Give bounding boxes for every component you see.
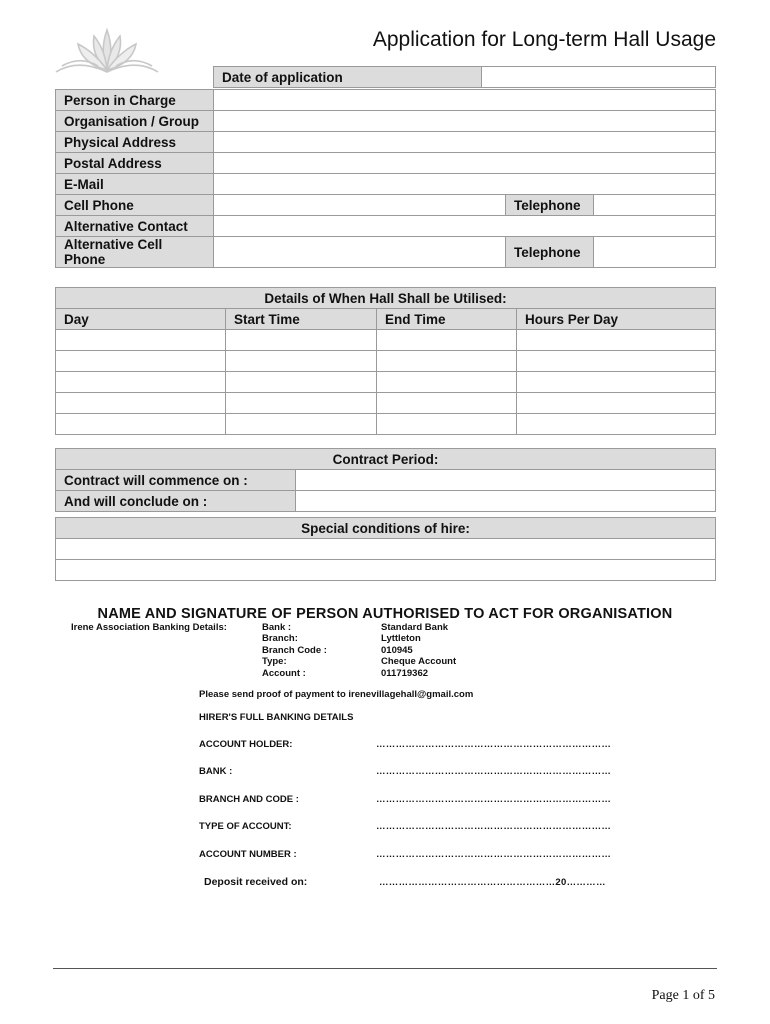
organisation-field[interactable]	[214, 111, 716, 132]
day-cell[interactable]	[56, 393, 226, 414]
schedule-heading: Details of When Hall Shall be Utilised:	[56, 288, 716, 309]
alternative-contact-field[interactable]	[214, 216, 716, 237]
banking-keys	[262, 622, 327, 679]
alternative-cell-phone-label: Alternative Cell Phone	[56, 237, 214, 268]
schedule-row	[56, 372, 716, 393]
account-holder-label: ACCOUNT HOLDER:	[199, 739, 293, 750]
lotus-flower-icon	[52, 26, 162, 76]
alternative-telephone-field[interactable]	[594, 237, 716, 268]
postal-address-field[interactable]	[214, 153, 716, 174]
end-time-cell[interactable]	[377, 351, 517, 372]
date-of-application-label: Date of application	[214, 67, 482, 88]
hours-per-day-cell[interactable]	[517, 372, 716, 393]
bank-value: Standard Bank	[381, 622, 449, 633]
contract-period-heading: Contract Period:	[56, 449, 716, 470]
special-conditions-line[interactable]	[56, 560, 716, 581]
contract-commence-label: Contract will commence on :	[56, 470, 296, 491]
date-of-application-field[interactable]	[482, 67, 716, 88]
telephone-field[interactable]	[594, 195, 716, 216]
hours-per-day-cell[interactable]	[517, 330, 716, 351]
alternative-telephone-label: Telephone	[506, 237, 594, 268]
account-number-field[interactable]: ………………………………………………………………	[376, 849, 612, 860]
hours-per-day-cell[interactable]	[517, 351, 716, 372]
schedule-row	[56, 330, 716, 351]
page-number: Page 1 of 5	[651, 988, 715, 1003]
start-time-cell[interactable]	[226, 393, 377, 414]
type-value: Cheque Account	[381, 656, 457, 668]
physical-address-field[interactable]	[214, 132, 716, 153]
deposit-received-label: Deposit received on:	[204, 876, 308, 888]
special-conditions-heading: Special conditions of hire:	[56, 518, 716, 539]
start-time-cell[interactable]	[226, 372, 377, 393]
account-key: Account :	[262, 667, 306, 679]
day-cell[interactable]	[56, 330, 226, 351]
type-key: Type:	[262, 656, 287, 668]
deposit-received-field[interactable]: ………………………………………………20…………	[379, 877, 606, 888]
branch-value: Lyttleton	[381, 633, 421, 645]
account-holder-field[interactable]: ………………………………………………………………	[376, 739, 612, 750]
bank-key: Bank :	[262, 622, 292, 633]
contact-details-table	[55, 89, 716, 268]
special-conditions-table	[55, 517, 716, 581]
type-of-account-field[interactable]: ………………………………………………………………	[376, 821, 612, 832]
hours-per-day-column-header: Hours Per Day	[517, 309, 716, 330]
email-label: E-Mail	[56, 174, 214, 195]
branch-and-code-field[interactable]: ………………………………………………………………	[376, 794, 612, 805]
proof-of-payment-note: Please send proof of payment to irenevillagehall@gmail.com	[199, 689, 474, 700]
day-cell[interactable]	[56, 351, 226, 372]
bank-field[interactable]: ………………………………………………………………	[376, 766, 612, 777]
date-row-table	[213, 66, 716, 88]
account-number-label: ACCOUNT NUMBER :	[199, 849, 297, 860]
contract-commence-field[interactable]	[296, 470, 716, 491]
day-cell[interactable]	[56, 372, 226, 393]
organisation-label: Organisation / Group	[56, 111, 214, 132]
postal-address-label: Postal Address	[56, 153, 214, 174]
end-time-cell[interactable]	[377, 393, 517, 414]
alternative-cell-phone-field[interactable]	[214, 237, 506, 268]
document-title: Application for Long-term Hall Usage	[372, 28, 716, 51]
end-time-cell[interactable]	[377, 372, 517, 393]
schedule-row	[56, 414, 716, 435]
person-in-charge-label: Person in Charge	[56, 90, 214, 111]
cell-phone-label: Cell Phone	[56, 195, 214, 216]
end-time-cell[interactable]	[377, 414, 517, 435]
start-time-cell[interactable]	[226, 351, 377, 372]
email-field[interactable]	[214, 174, 716, 195]
physical-address-label: Physical Address	[56, 132, 214, 153]
start-time-cell[interactable]	[226, 414, 377, 435]
signature-heading: NAME AND SIGNATURE OF PERSON AUTHORISED TO ACT FOR ORGANISATION	[97, 606, 673, 622]
day-column-header: Day	[56, 309, 226, 330]
branch-and-code-label: BRANCH AND CODE :	[199, 794, 299, 805]
schedule-table	[55, 287, 716, 435]
hours-per-day-cell[interactable]	[517, 393, 716, 414]
start-time-column-header: Start Time	[226, 309, 377, 330]
banking-values	[381, 622, 456, 679]
account-value: 011719362	[381, 667, 429, 679]
schedule-row	[56, 351, 716, 372]
type-of-account-label: TYPE OF ACCOUNT:	[199, 821, 292, 832]
schedule-row	[56, 393, 716, 414]
hirer-banking-heading: HIRER'S FULL BANKING DETAILS	[199, 712, 354, 723]
branch-code-value: 010945	[381, 644, 413, 656]
hours-per-day-cell[interactable]	[517, 414, 716, 435]
special-conditions-line[interactable]	[56, 539, 716, 560]
person-in-charge-field[interactable]	[214, 90, 716, 111]
branch-code-key: Branch Code :	[262, 644, 327, 656]
contract-conclude-label: And will conclude on :	[56, 491, 296, 512]
telephone-label: Telephone	[506, 195, 594, 216]
cell-phone-field[interactable]	[214, 195, 506, 216]
end-time-cell[interactable]	[377, 330, 517, 351]
footer-divider	[53, 968, 717, 969]
contract-period-table	[55, 448, 716, 512]
contract-conclude-field[interactable]	[296, 491, 716, 512]
alternative-contact-label: Alternative Contact	[56, 216, 214, 237]
banking-details-label: Irene Association Banking Details:	[71, 622, 227, 633]
bank-label: BANK :	[199, 766, 233, 777]
day-cell[interactable]	[56, 414, 226, 435]
end-time-column-header: End Time	[377, 309, 517, 330]
start-time-cell[interactable]	[226, 330, 377, 351]
branch-key: Branch:	[262, 633, 298, 645]
